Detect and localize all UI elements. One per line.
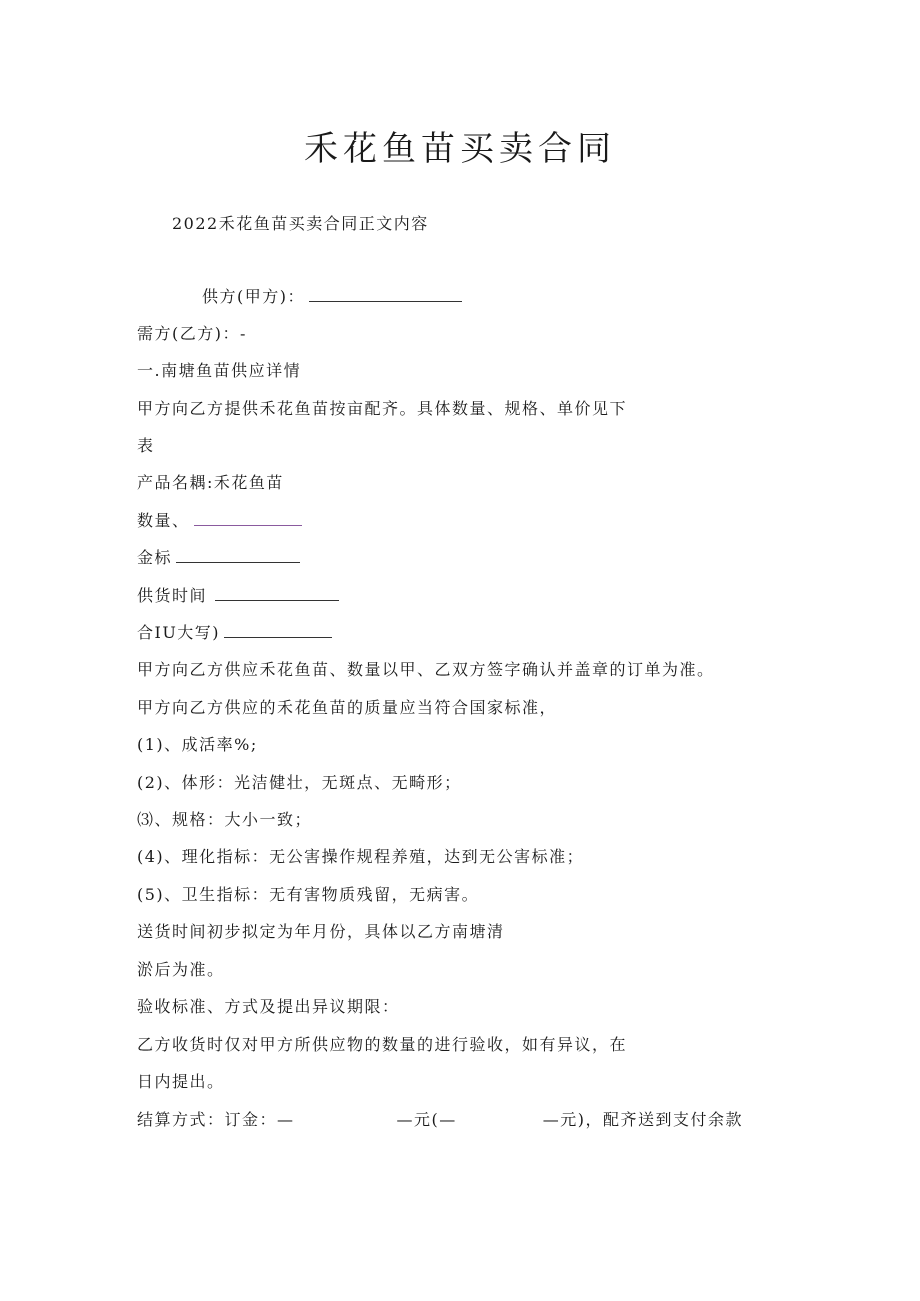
quality-item-4: (4)、理化指标：无公害操作规程养殖，达到无公害标准； bbox=[137, 847, 585, 866]
supply-time-blank bbox=[215, 585, 339, 601]
quantity-label: 数量、 bbox=[137, 511, 190, 530]
delivery-paragraph-line2: 淤后为准。 bbox=[137, 960, 225, 979]
quality-item-5: (5)、卫生指标：无有害物质残留，无病害。 bbox=[137, 885, 480, 904]
supply-time-line bbox=[137, 585, 339, 607]
product-name: 产品名耦:禾花鱼苗 bbox=[137, 473, 284, 492]
amount-label: 金标 bbox=[137, 548, 173, 567]
amount-line bbox=[137, 547, 300, 569]
order-paragraph: 甲方向乙方供应禾花鱼苗、数量以甲、乙双方签字确认并盖章的订单为准。 bbox=[137, 660, 715, 679]
quality-item-3: ⑶、规格：大小一致； bbox=[137, 810, 313, 829]
supplier-line bbox=[202, 286, 462, 308]
acceptance-paragraph-line2: 日内提出。 bbox=[137, 1072, 225, 1091]
quality-item-1: (1)、成活率%; bbox=[137, 735, 258, 754]
document-title: 禾花鱼苗买卖合同 bbox=[304, 129, 616, 169]
supply-paragraph-line2: 表 bbox=[137, 436, 155, 455]
quality-paragraph: 甲方向乙方供应的禾花鱼苗的质量应当符合国家标准， bbox=[137, 698, 558, 717]
quantity-line bbox=[137, 510, 302, 532]
settlement-yuan: —元(— bbox=[396, 1110, 457, 1129]
acceptance-paragraph-line1: 乙方收货时仅对甲方所供应物的数量的进行验收，如有异议，在 bbox=[137, 1035, 628, 1054]
supply-time-label: 供货时间 bbox=[137, 586, 208, 605]
total-line bbox=[137, 622, 332, 644]
settlement-deposit: 结算方式：订金：— bbox=[137, 1110, 295, 1129]
settlement-line bbox=[137, 1109, 743, 1131]
supply-paragraph-line1: 甲方向乙方提供禾花鱼苗按亩配齐。具体数量、规格、单价见下 bbox=[137, 399, 628, 418]
section1-heading: 一.南塘鱼苗供应详情 bbox=[137, 361, 302, 380]
buyer-label: 需方(乙方)：- bbox=[137, 324, 247, 343]
quality-item-2: (2)、体形：光洁健壮，无斑点、无畸形； bbox=[137, 773, 462, 792]
total-blank bbox=[224, 622, 332, 638]
delivery-paragraph-line1: 送货时间初步拟定为年月份，具体以乙方南塘清 bbox=[137, 922, 505, 941]
amount-blank bbox=[176, 547, 300, 563]
acceptance-heading: 验收标准、方式及提出异议期限： bbox=[137, 997, 400, 1016]
total-label: 合IU大写) bbox=[137, 623, 221, 642]
supplier-label: 供方(甲方)： bbox=[202, 287, 305, 306]
settlement-balance: —元)，配齐送到支付余款 bbox=[542, 1110, 744, 1129]
supplier-blank bbox=[309, 286, 462, 302]
document-subtitle: 2022禾花鱼苗买卖合同正文内容 bbox=[172, 214, 429, 233]
quantity-blank bbox=[194, 510, 302, 526]
